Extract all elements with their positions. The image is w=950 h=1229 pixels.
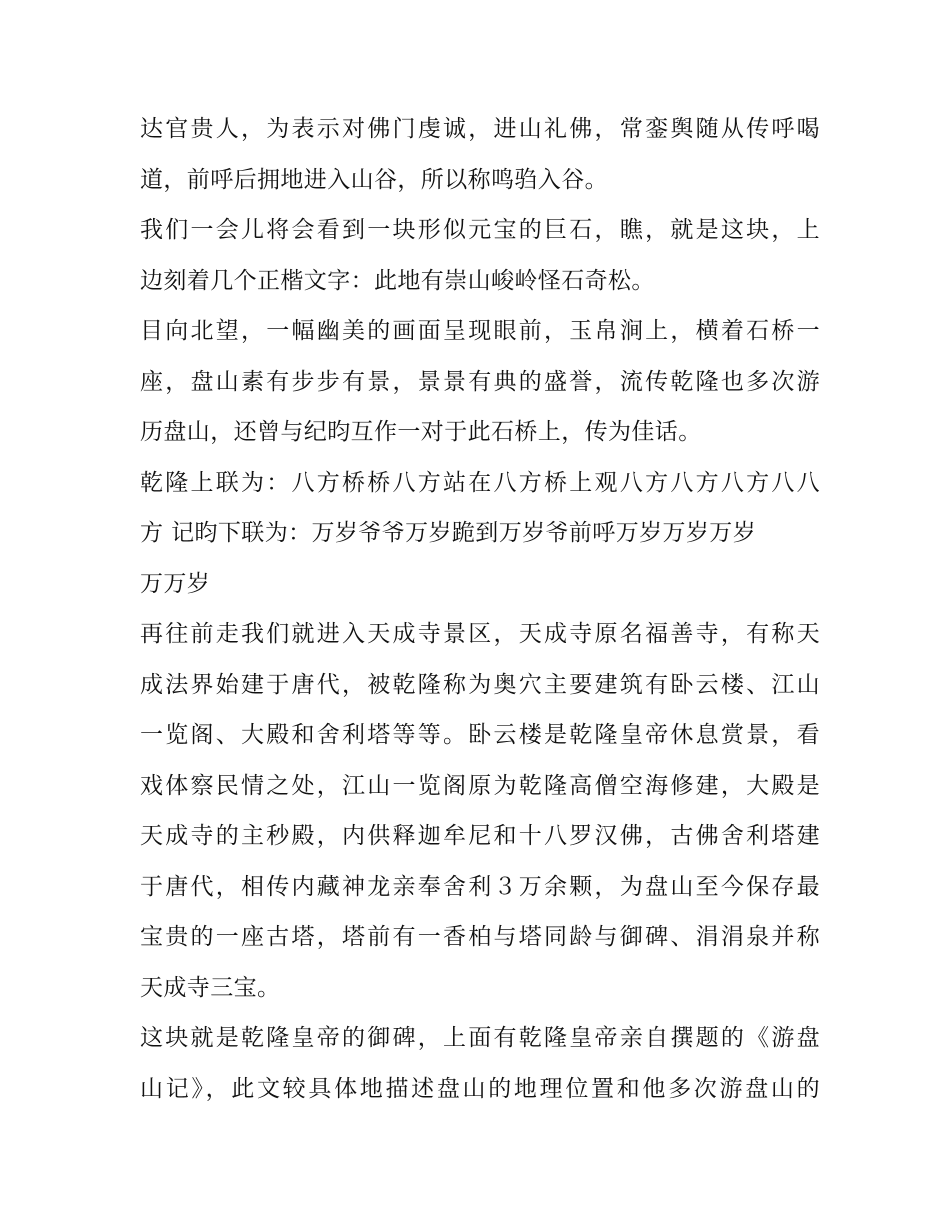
text-line: 道，前呼后拥地进入山谷，所以称鸣驺入谷。 bbox=[140, 166, 608, 193]
paragraph-3 bbox=[140, 306, 820, 458]
text-line: 万万岁 bbox=[140, 570, 211, 597]
paragraph-6 bbox=[140, 1013, 820, 1114]
text-line: 方 记昀下联为：万岁爷爷万岁跪到万岁爷前呼万岁万岁万岁 bbox=[140, 520, 757, 546]
text-line: 边刻着几个正楷文字：此地有崇山峻岭怪石奇松。 bbox=[140, 267, 655, 294]
paragraph-1 bbox=[140, 104, 820, 205]
paragraph-5 bbox=[140, 609, 820, 1013]
text-line: 戏体察民情之处，江山一览阁原为乾隆高僧空海修建，大殿是 bbox=[140, 772, 820, 799]
text-line: 于唐代，相传内藏神龙亲奉舍利３万余颗，为盘山至今保存最 bbox=[140, 873, 820, 900]
text-line: 成法界始建于唐代，被乾隆称为奥穴主要建筑有卧云楼、江山 bbox=[140, 671, 820, 698]
text-line: 一览阁、大殿和舍利塔等等。卧云楼是乾隆皇帝休息赏景，看 bbox=[140, 722, 820, 748]
text-line: 乾隆上联为：八方桥桥八方站在八方桥上观八方八方八方八八 bbox=[140, 469, 820, 496]
text-line: 这块就是乾隆皇帝的御碑，上面有乾隆皇帝亲自撰题的《游盘 bbox=[140, 1025, 820, 1051]
text-line: 目向北望，一幅幽美的画面呈现眼前，玉帛涧上，横着石桥一 bbox=[140, 318, 820, 344]
text-line: 达官贵人，为表示对佛门虔诚，进山礼佛，常銮舆随从传呼喝 bbox=[140, 116, 820, 142]
paragraph-2 bbox=[140, 205, 820, 306]
document-body bbox=[140, 104, 820, 1114]
text-line: 天成寺的主秒殿，内供释迦牟尼和十八罗汉佛，古佛舍利塔建 bbox=[140, 823, 820, 849]
text-line: 再往前走我们就进入天成寺景区，天成寺原名福善寺，有称天 bbox=[140, 621, 820, 647]
text-line: 天成寺三宝。 bbox=[140, 974, 281, 1001]
text-line: 历盘山，还曾与纪昀互作一对于此石桥上，传为佳话。 bbox=[140, 419, 702, 445]
text-line: 我们一会儿将会看到一块形似元宝的巨石，瞧，就是这块，上 bbox=[140, 217, 820, 243]
paragraph-4 bbox=[140, 458, 820, 610]
text-line: 宝贵的一座古塔，塔前有一香柏与塔同龄与御碑、涓涓泉并称 bbox=[140, 924, 820, 950]
text-line: 座，盘山素有步步有景，景景有典的盛誉，流传乾隆也多次游 bbox=[140, 368, 820, 395]
text-line: 山记》，此文较具体地描述盘山的地理位置和他多次游盘山的 bbox=[140, 1075, 820, 1102]
